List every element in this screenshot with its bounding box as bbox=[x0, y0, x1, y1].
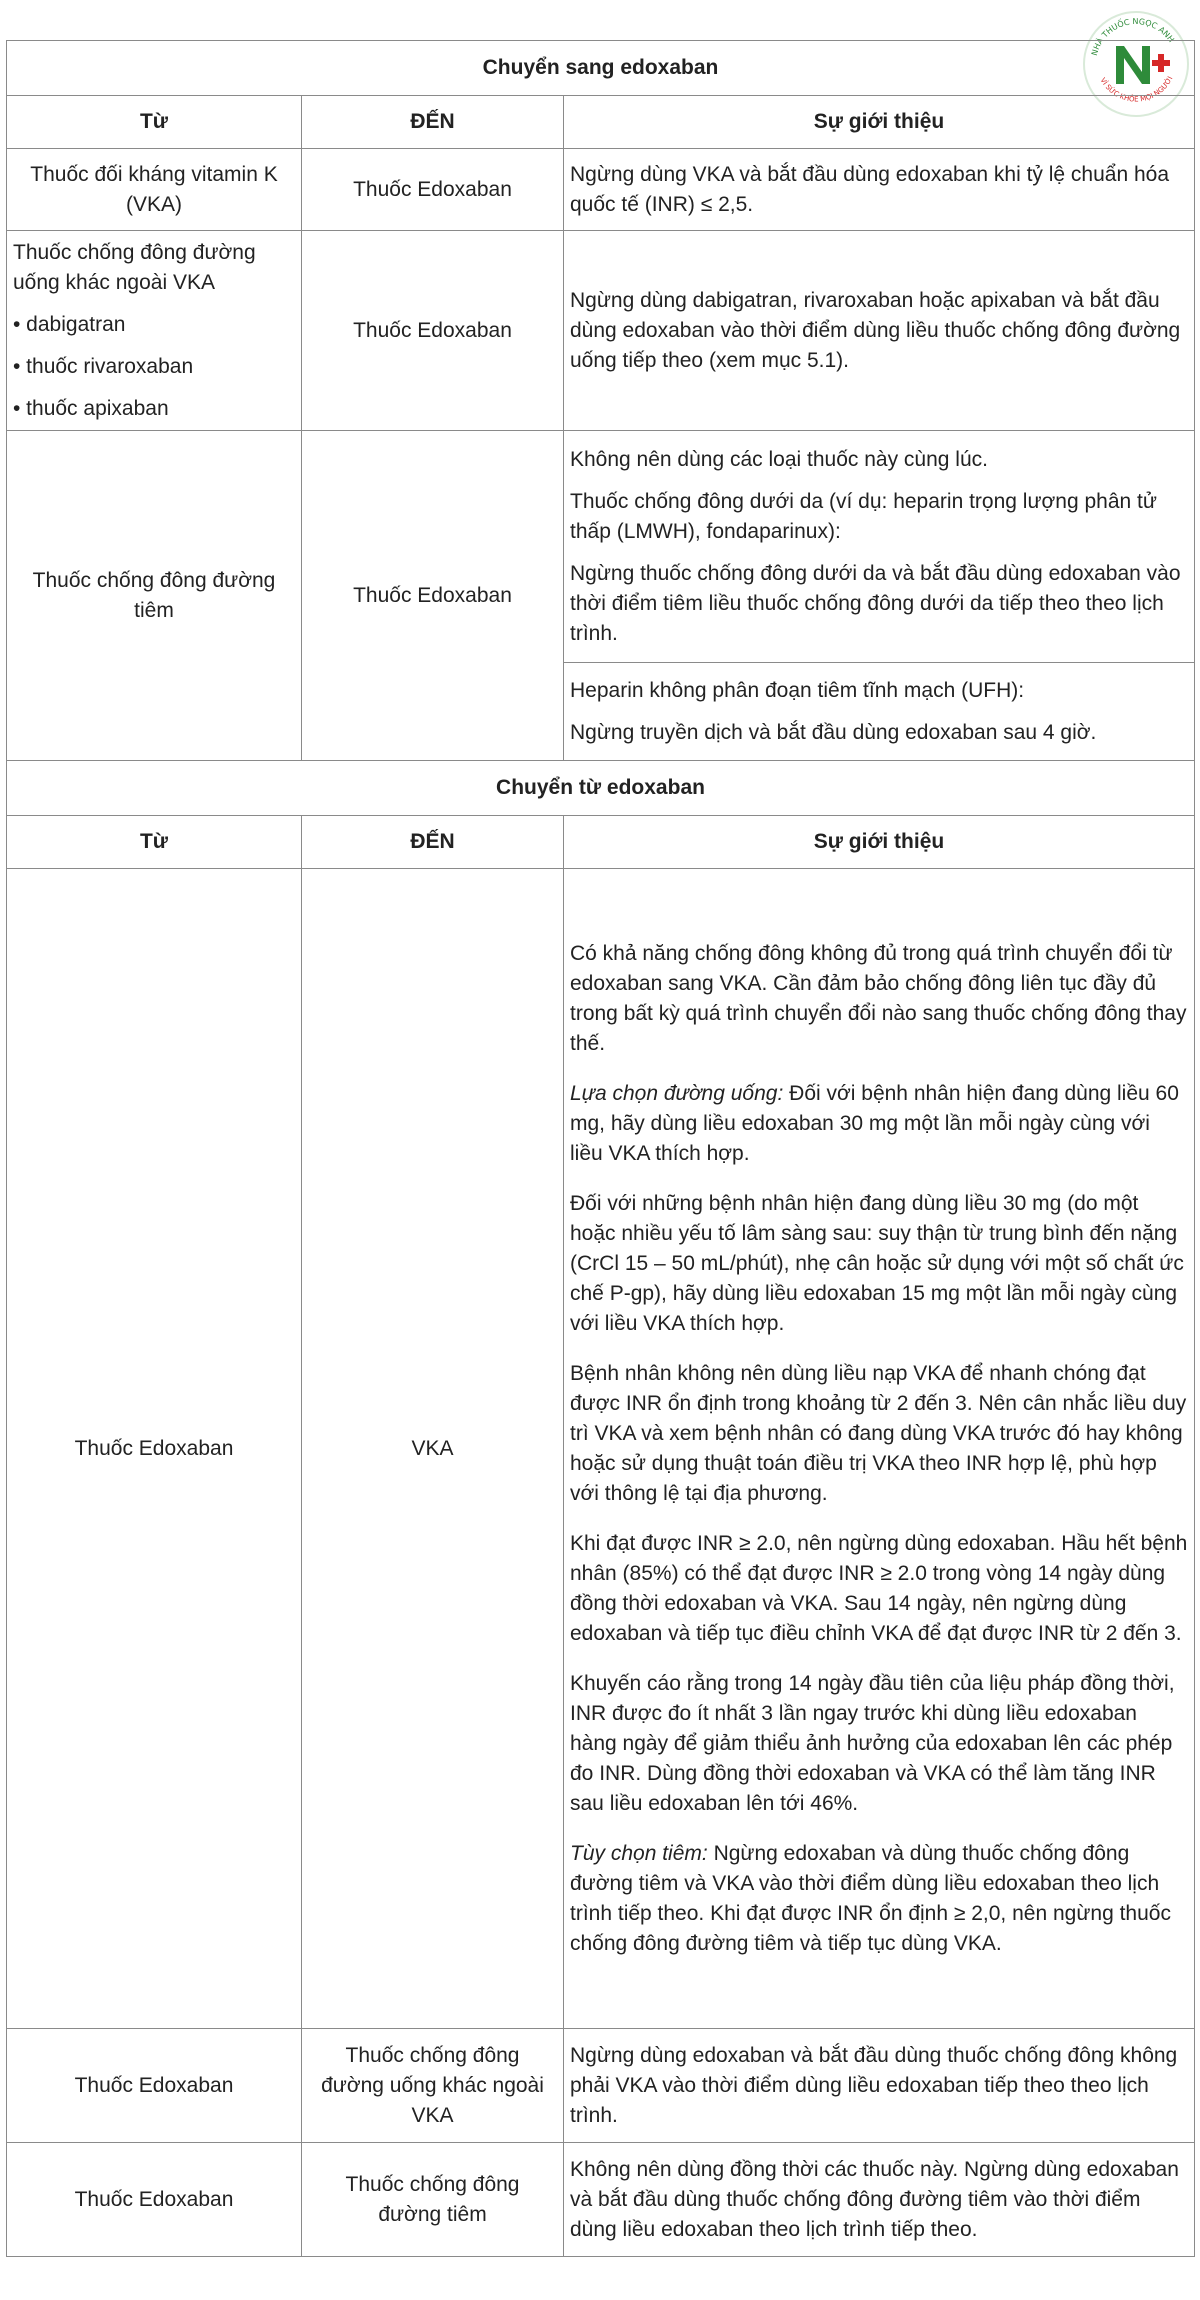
cell-to-noac: Thuốc chống đông đường uống khác ngoài VKA bbox=[302, 2029, 564, 2143]
cell-to-vka: VKA bbox=[302, 869, 564, 2029]
rec-paragraph: Đối với những bệnh nhân hiện đang dùng liều 30 mg (do một hoặc nhiều yếu tố lâm sàng sau: suy thận từ trung bình đến nặng (CrCl 15 – 50 mL/phút), nhẹ cân hoặc sử dụng với một số chất ức chế P-gp), hãy dùng liều edoxaban 15 mg một lần mỗi ngày cùng với liều VKA thích hợp. bbox=[570, 1191, 1184, 1335]
cell-to: Thuốc Edoxaban bbox=[302, 431, 564, 761]
cell-from-parenteral: Thuốc chống đông đường tiêm bbox=[7, 431, 302, 761]
cell-to: Thuốc Edoxaban bbox=[302, 231, 564, 431]
rec-line: Ngừng thuốc chống đông dưới da và bắt đầu dùng edoxaban vào thời điểm tiêm liều thuốc chống đông dưới da tiếp theo theo lịch trình. bbox=[570, 561, 1181, 645]
cell-recommendation: Ngừng dùng dabigatran, rivaroxaban hoặc apixaban và bắt đầu dùng edoxaban vào thời điểm dùng liều thuốc chống đông đường uống tiếp theo (xem mục 5.1). bbox=[564, 231, 1195, 431]
cell-from-edoxaban: Thuốc Edoxaban bbox=[7, 2143, 302, 2257]
list-item: • thuốc rivaroxaban bbox=[13, 354, 194, 378]
rec-paragraph: Bệnh nhân không nên dùng liều nạp VKA để nhanh chóng đạt được INR ổn định trong khoảng từ 2 đến 3. Nên cân nhắc liều duy trì VKA và xem bệnh nhân có đang dùng VKA trước đó hay không hoặc sử dụng thuật toán điều trị VKA theo INR hợp lệ, phù hợp với thông lệ tại địa phương. bbox=[570, 1361, 1187, 1505]
cell-recommendation: Ngừng dùng VKA và bắt đầu dùng edoxaban khi tỷ lệ chuẩn hóa quốc tế (INR) ≤ 2,5. bbox=[564, 149, 1195, 231]
cell-recommendation-sc bbox=[564, 431, 1195, 663]
col-header-to: ĐẾN bbox=[302, 816, 564, 869]
list-item: • thuốc apixaban bbox=[13, 396, 169, 420]
switch-to-table bbox=[6, 40, 1195, 2257]
logo-bottom-text: VÌ SỨC KHỎE MỌI NGƯỜI bbox=[1098, 75, 1175, 104]
rec-line: Heparin không phân đoạn tiêm tĩnh mạch (UFH): bbox=[570, 678, 1025, 702]
noac-title: Thuốc chống đông đường uống khác ngoài VKA bbox=[13, 240, 256, 294]
cell-from-noac bbox=[7, 231, 302, 431]
rec-line: Không nên dùng các loại thuốc này cùng lúc. bbox=[570, 447, 988, 471]
rec-paragraph bbox=[570, 1079, 1188, 1169]
logo-arc-text: NHÀ THUỐC NGỌC ANH bbox=[1089, 16, 1176, 57]
rec-paragraph: Khi đạt được INR ≥ 2.0, nên ngừng dùng edoxaban. Hầu hết bệnh nhân (85%) có thể đạt được INR ≥ 2.0 trong vòng 14 ngày dùng đồng thời edoxaban và VKA. Sau 14 ngày, nên ngừng dùng edoxaban và tiếp tục điều chỉnh VKA để đạt được INR từ 2 đến 3. bbox=[570, 1531, 1188, 1645]
cell-to-parenteral: Thuốc chống đông đường tiêm bbox=[302, 2143, 564, 2257]
list-item: • dabigatran bbox=[13, 312, 126, 336]
oral-option-label: Lựa chọn đường uống: bbox=[570, 1081, 784, 1105]
cell-from-vka: Thuốc đối kháng vitamin K (VKA) bbox=[7, 149, 302, 231]
cell-recommendation: Ngừng dùng edoxaban và bắt đầu dùng thuốc chống đông không phải VKA vào thời điểm dùng liều edoxaban tiếp theo theo lịch trình. bbox=[564, 2029, 1195, 2143]
rec-line: Ngừng truyền dịch và bắt đầu dùng edoxaban sau 4 giờ. bbox=[570, 720, 1097, 744]
col-header-recommendation: Sự giới thiệu bbox=[564, 816, 1195, 869]
rec-paragraph: Có khả năng chống đông không đủ trong quá trình chuyển đổi từ edoxaban sang VKA. Cần đảm bảo chống đông liên tục đầy đủ trong bất kỳ quá trình chuyển đổi nào sang thuốc chống đông thay thế. bbox=[570, 941, 1187, 1055]
cell-recommendation-ufh bbox=[564, 663, 1195, 761]
cell-from-edoxaban: Thuốc Edoxaban bbox=[7, 2029, 302, 2143]
oral-option-text: Đối với bệnh nhân hiện đang dùng liều 60 mg, hãy dùng liều edoxaban 30 mg một lần mỗi ngày cùng với liều VKA thích hợp. bbox=[570, 1081, 1179, 1165]
parenteral-option-text: Ngừng edoxaban và dùng thuốc chống đông đường tiêm và VKA vào thời điểm dùng liều edoxaban theo lịch trình tiếp theo. Khi đạt được INR ổn định ≥ 2,0, nên ngừng thuốc chống đông đường tiêm và tiếp tục dùng VKA. bbox=[570, 1841, 1171, 1955]
cell-recommendation: Không nên dùng đồng thời các thuốc này. Ngừng dùng edoxaban và bắt đầu dùng thuốc chống đông đường tiêm vào thời điểm dùng liều edoxaban theo lịch trình tiếp theo. bbox=[564, 2143, 1195, 2257]
section-title-switch-to: Chuyển sang edoxaban bbox=[7, 41, 1195, 96]
rec-line: Thuốc chống đông dưới da (ví dụ: heparin trọng lượng phân tử thấp (LMWH), fondaparinux): bbox=[570, 489, 1157, 543]
cell-to: Thuốc Edoxaban bbox=[302, 149, 564, 231]
col-header-recommendation: Sự giới thiệu bbox=[564, 96, 1195, 149]
col-header-from: Từ bbox=[7, 96, 302, 149]
parenteral-option-label: Tùy chọn tiêm: bbox=[570, 1841, 708, 1865]
cell-from-edoxaban: Thuốc Edoxaban bbox=[7, 869, 302, 2029]
rec-paragraph: Khuyến cáo rằng trong 14 ngày đầu tiên của liệu pháp đồng thời, INR được đo ít nhất 3 lần ngay trước khi dùng liều edoxaban hàng ngày để giảm thiểu ảnh hưởng của edoxaban lên các phép đo INR. Dùng đồng thời edoxaban và VKA có thể làm tăng INR sau liều edoxaban lên tới 46%. bbox=[570, 1671, 1175, 1815]
col-header-to: ĐẾN bbox=[302, 96, 564, 149]
section-title-switch-from: Chuyển từ edoxaban bbox=[7, 761, 1195, 816]
col-header-from: Từ bbox=[7, 816, 302, 869]
cell-recommendation-vka bbox=[564, 869, 1195, 2029]
rec-paragraph bbox=[570, 1839, 1188, 1959]
